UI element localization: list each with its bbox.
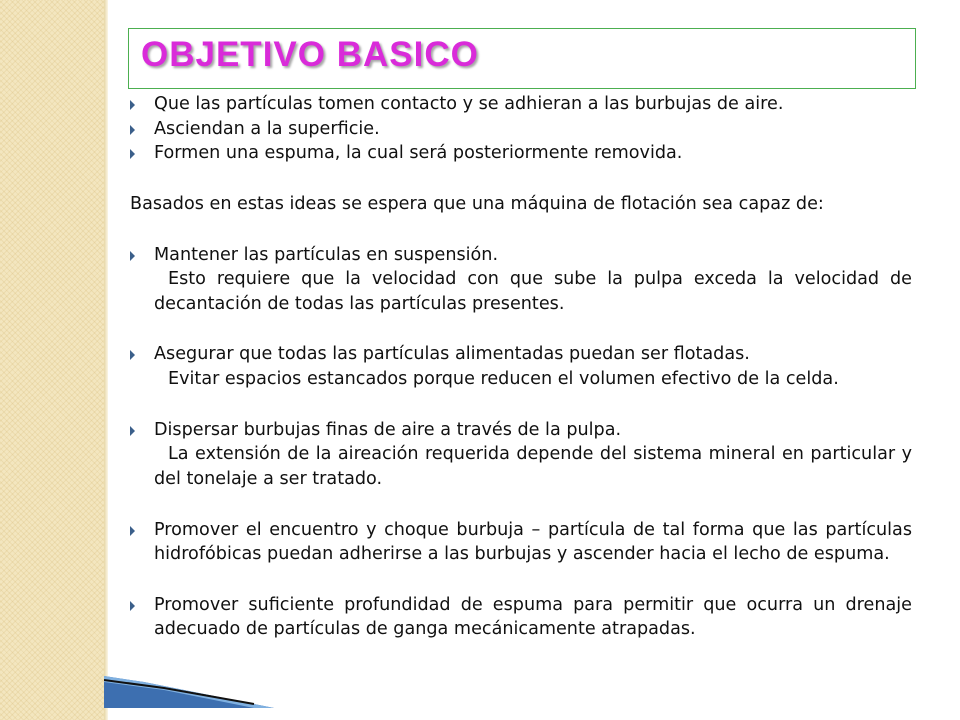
requirement-title: Promover suficiente profundidad de espuma para permitir que ocurra un drenaje adecuado de partículas de ganga mecánicamente atrapadas. <box>154 594 912 640</box>
requirement-title: Mantener las partículas en suspensión. <box>154 244 499 265</box>
arrow-bullet-icon <box>130 601 135 611</box>
requirement-item <box>130 518 912 567</box>
arrow-bullet-icon <box>130 125 135 135</box>
arrow-bullet-icon <box>130 526 135 536</box>
requirement-description: La extensión de la aireación requerida depende del sistema mineral en particular y del tonelaje a ser tratado. <box>154 444 912 489</box>
arrow-bullet-icon <box>130 149 135 159</box>
requirement-title: Asegurar que todas las partículas alimentadas puedan ser flotadas. <box>154 344 750 365</box>
arrow-bullet-icon <box>130 350 135 360</box>
slide-title: OBJETIVO BASICO <box>141 35 479 74</box>
requirement-description: Esto requiere que la velocidad con que sube la pulpa exceda la velocidad de decantación de todas las partículas presentes. <box>154 269 912 314</box>
side-band-edge <box>104 0 108 720</box>
requirement-item <box>130 342 912 391</box>
requirement-title: Dispersar burbujas finas de aire a través de la pulpa. <box>154 419 622 440</box>
slide-content <box>130 92 912 642</box>
list-item: Asciendan a la superficie. <box>130 117 912 142</box>
requirement-description: Evitar espacios estancados porque reducen el volumen efectivo de la celda. <box>168 369 839 389</box>
requirement-item <box>130 593 912 642</box>
arrow-bullet-icon <box>130 251 135 261</box>
decorative-side-band <box>0 0 104 720</box>
arrow-bullet-icon <box>130 100 135 110</box>
requirement-item <box>130 243 912 317</box>
intro-text: Basados en estas ideas se espera que una máquina de flotación sea capaz de: <box>130 193 824 214</box>
list-item: Que las partículas tomen contacto y se adhieran a las burbujas de aire. <box>130 92 912 117</box>
arrow-bullet-icon <box>130 426 135 436</box>
requirement-item <box>130 418 912 492</box>
title-box <box>128 28 916 89</box>
decorative-corner-swoosh <box>104 668 274 708</box>
requirement-title: Promover el encuentro y choque burbuja – partícula de tal forma que las partículas hidrofóbicas puedan adherirse a las burbujas y ascender hacia el lecho de espuma. <box>154 519 912 565</box>
list-item: Formen una espuma, la cual será posteriormente removida. <box>130 141 912 166</box>
